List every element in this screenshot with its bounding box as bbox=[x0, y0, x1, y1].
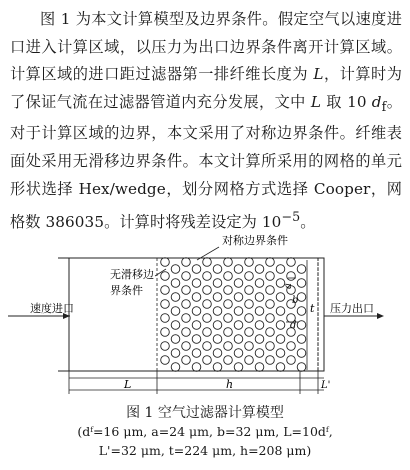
fiber-circle bbox=[192, 363, 201, 372]
fiber-circle bbox=[266, 258, 275, 267]
fiber-circle bbox=[171, 265, 180, 274]
dim-h-label: h bbox=[226, 378, 234, 391]
fiber-circle bbox=[161, 286, 170, 295]
fiber-circle bbox=[213, 321, 222, 330]
fiber-circle bbox=[276, 265, 285, 274]
fiber-circle bbox=[182, 272, 191, 281]
fiber-circle bbox=[192, 321, 201, 330]
fiber-circle bbox=[287, 258, 296, 267]
fiber-circle bbox=[182, 342, 191, 351]
dim-Lp-label: L' bbox=[321, 380, 331, 391]
var-df-sub: f bbox=[381, 98, 387, 114]
fiber-circle bbox=[171, 293, 180, 302]
fiber-circle bbox=[266, 300, 275, 309]
fiber-circle bbox=[266, 314, 275, 323]
fiber-circle bbox=[255, 293, 264, 302]
fiber-circle bbox=[297, 363, 306, 372]
fiber-array bbox=[161, 258, 306, 372]
fiber-circle bbox=[266, 342, 275, 351]
exponent: −5 bbox=[281, 209, 301, 225]
fiber-circle bbox=[234, 335, 243, 344]
paragraph-text-3: 取 10 bbox=[321, 92, 372, 111]
fiber-circle bbox=[203, 314, 212, 323]
fiber-circle bbox=[182, 300, 191, 309]
fiber-circle bbox=[182, 286, 191, 295]
fiber-circle bbox=[192, 349, 201, 358]
fiber-circle bbox=[245, 286, 254, 295]
fiber-circle bbox=[161, 314, 170, 323]
fiber-circle bbox=[245, 356, 254, 365]
paragraph-text-5: 。 bbox=[300, 213, 316, 232]
fiber-circle bbox=[171, 335, 180, 344]
inlet-label: 速度进口 bbox=[30, 302, 74, 315]
var-L: L bbox=[313, 65, 324, 84]
fiber-circle bbox=[192, 335, 201, 344]
fiber-circle bbox=[266, 356, 275, 365]
fiber-circle bbox=[255, 335, 264, 344]
fiber-circle bbox=[171, 279, 180, 288]
fiber-circle bbox=[234, 321, 243, 330]
fiber-circle bbox=[224, 342, 233, 351]
fiber-circle bbox=[203, 356, 212, 365]
fiber-circle bbox=[224, 300, 233, 309]
fiber-circle bbox=[171, 321, 180, 330]
dim-t-label: t bbox=[310, 302, 315, 315]
fiber-circle bbox=[245, 342, 254, 351]
fiber-circle bbox=[213, 349, 222, 358]
fiber-circle bbox=[213, 307, 222, 316]
fiber-circle bbox=[255, 265, 264, 274]
dim-L-label: L bbox=[124, 378, 132, 391]
noslip-label-2: 界条件 bbox=[110, 284, 143, 297]
fiber-circle bbox=[203, 286, 212, 295]
fiber-circle bbox=[192, 265, 201, 274]
fiber-circle bbox=[297, 349, 306, 358]
fiber-circle bbox=[234, 293, 243, 302]
fiber-circle bbox=[224, 314, 233, 323]
paragraph-text-1: 图 1 为本文计算模型及边界条件。假定空气以速度进口进入计算区域，以压力为出口边界条件离开计算区域。计算区域的进口距过滤器第一排纤维长度为 bbox=[10, 10, 402, 84]
fiber-circle bbox=[171, 349, 180, 358]
fiber-circle bbox=[161, 272, 170, 281]
fiber-circle bbox=[276, 293, 285, 302]
dim-b-label: b bbox=[292, 295, 299, 306]
fiber-circle bbox=[182, 258, 191, 267]
fiber-circle bbox=[203, 300, 212, 309]
var-df: d bbox=[371, 92, 382, 111]
fiber-circle bbox=[161, 300, 170, 309]
fiber-circle bbox=[161, 342, 170, 351]
fiber-circle bbox=[266, 328, 275, 337]
fiber-circle bbox=[203, 328, 212, 337]
outlet-label: 压力出口 bbox=[330, 302, 374, 315]
var-L-2: L bbox=[310, 92, 322, 111]
figure-params-2: L'=32 μm, t=224 μm, h=208 μm) bbox=[98, 443, 312, 458]
fiber-circle bbox=[203, 342, 212, 351]
fiber-circle bbox=[213, 265, 222, 274]
fiber-circle bbox=[276, 349, 285, 358]
figure-params-1: (dᶠ=16 μm, a=24 μm, b=32 μm, L=10dᶠ, bbox=[77, 424, 333, 439]
fiber-circle bbox=[276, 335, 285, 344]
fiber-circle bbox=[161, 356, 170, 365]
fiber-circle bbox=[182, 314, 191, 323]
fiber-circle bbox=[276, 307, 285, 316]
fiber-circle bbox=[245, 272, 254, 281]
fiber-circle bbox=[213, 279, 222, 288]
noslip-label-1: 无滑移边 bbox=[110, 268, 154, 281]
symmetry-label: 对称边界条件 bbox=[222, 234, 288, 247]
fiber-circle bbox=[234, 349, 243, 358]
fiber-circle bbox=[287, 272, 296, 281]
dim-df-label: d bbox=[290, 320, 297, 331]
fiber-circle bbox=[276, 321, 285, 330]
fiber-circle bbox=[224, 328, 233, 337]
fiber-circle bbox=[224, 286, 233, 295]
fiber-circle bbox=[192, 307, 201, 316]
fiber-circle bbox=[161, 328, 170, 337]
fiber-circle bbox=[224, 258, 233, 267]
fiber-circle bbox=[255, 363, 264, 372]
fiber-circle bbox=[266, 286, 275, 295]
fiber-circle bbox=[161, 258, 170, 267]
fiber-circle bbox=[234, 363, 243, 372]
fiber-circle bbox=[234, 265, 243, 274]
paragraph-text-4: 。对于计算区域的边界，本文采用了对称边界条件。纤维表面处采用无滑移边界条件。本文计算所采用的网格的单元形状选择 Hex/wedge，划分网格方式选择 Cooper，网格数 386035。计算时将残差设定为 10 bbox=[10, 92, 402, 232]
dim-a-label: a bbox=[283, 283, 294, 289]
fiber-circle bbox=[297, 293, 306, 302]
fiber-circle bbox=[255, 307, 264, 316]
fiber-circle bbox=[234, 279, 243, 288]
fiber-circle bbox=[245, 258, 254, 267]
channel-boundary bbox=[69, 258, 324, 371]
fiber-circle bbox=[297, 335, 306, 344]
fiber-circle bbox=[297, 279, 306, 288]
figure-caption: 图 1 空气过滤器计算模型 bbox=[126, 405, 284, 421]
fiber-circle bbox=[182, 328, 191, 337]
fiber-circle bbox=[213, 293, 222, 302]
fiber-circle bbox=[287, 342, 296, 351]
fiber-circle bbox=[255, 321, 264, 330]
fiber-circle bbox=[297, 307, 306, 316]
fiber-circle bbox=[297, 321, 306, 330]
fiber-circle bbox=[171, 363, 180, 372]
fiber-circle bbox=[192, 279, 201, 288]
fiber-circle bbox=[213, 335, 222, 344]
paragraph-text-2: ，计算时为了保证气流在过滤器管道内充分发展，文中 bbox=[10, 65, 403, 111]
fiber-circle bbox=[245, 300, 254, 309]
fiber-circle bbox=[203, 258, 212, 267]
fiber-circle bbox=[255, 349, 264, 358]
fiber-circle bbox=[266, 272, 275, 281]
fiber-circle bbox=[213, 363, 222, 372]
fiber-circle bbox=[245, 328, 254, 337]
fiber-circle bbox=[234, 307, 243, 316]
fiber-circle bbox=[297, 265, 306, 274]
fiber-circle bbox=[171, 307, 180, 316]
fiber-circle bbox=[192, 293, 201, 302]
fiber-circle bbox=[255, 279, 264, 288]
fiber-circle bbox=[224, 356, 233, 365]
fiber-circle bbox=[224, 272, 233, 281]
fiber-circle bbox=[182, 356, 191, 365]
fiber-circle bbox=[276, 363, 285, 372]
fiber-circle bbox=[203, 272, 212, 281]
outlet-arrow-head bbox=[377, 313, 384, 319]
fiber-circle bbox=[245, 314, 254, 323]
fiber-circle bbox=[287, 356, 296, 365]
